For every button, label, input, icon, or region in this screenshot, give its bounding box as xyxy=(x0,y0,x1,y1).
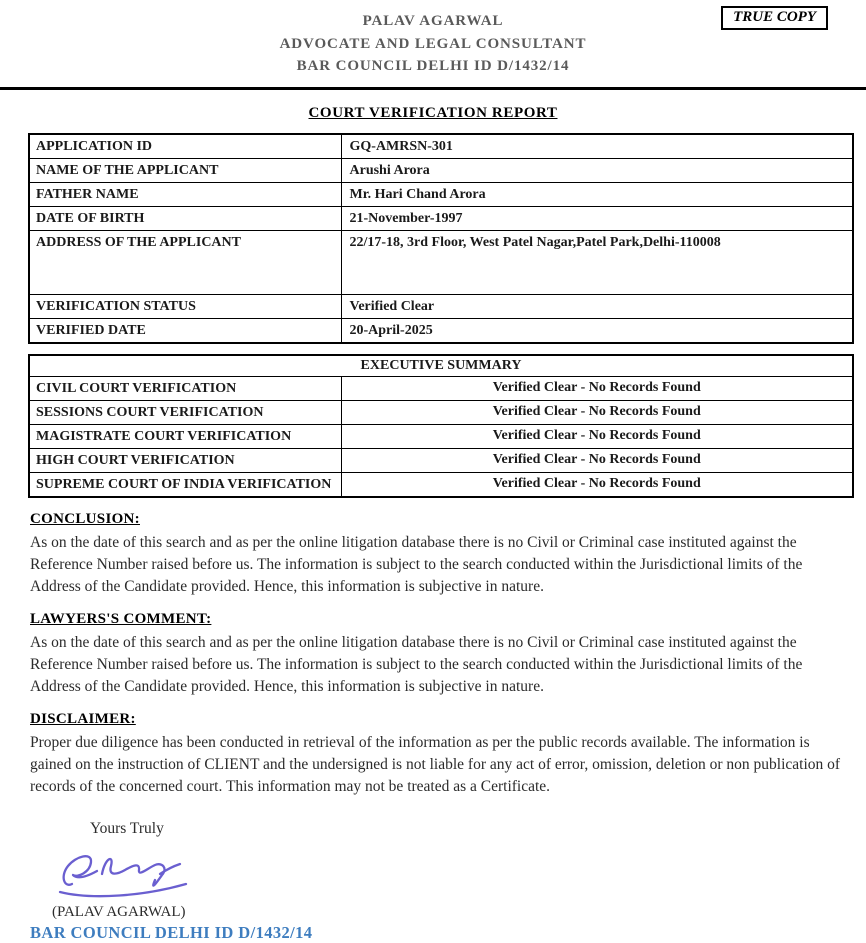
field-value: Verified Clear - No Records Found xyxy=(341,376,853,400)
field-label: MAGISTRATE COURT VERIFICATION xyxy=(29,424,341,448)
table-row xyxy=(29,158,853,182)
table-row xyxy=(29,400,853,424)
field-label: HIGH COURT VERIFICATION xyxy=(29,448,341,472)
closing-salutation: Yours Truly xyxy=(90,819,164,837)
field-label: VERIFIED DATE xyxy=(29,318,341,343)
section-body: As on the date of this search and as per the online litigation database there is no Civil or Criminal case instituted against the Reference Number raised before us. The information is subject to the search conducted within the Jurisdictional limits of the Address of the Candidate provided. Hence, this information is subjective in nature. xyxy=(30,633,803,695)
advocate-name: PALAV AGARWAL xyxy=(362,13,504,29)
field-label: CIVIL COURT VERIFICATION xyxy=(29,376,341,400)
conclusion-section xyxy=(30,510,844,598)
table-row xyxy=(29,182,853,206)
section-body: Proper due diligence has been conducted in retrieval of the information as per the public records available. The information is gained on the instruction of CLIENT and the undersigned is not liable for any act of error, omission, deletion or non publication of records of the concerned court. This information may not be treated as a Certificate. xyxy=(30,733,841,795)
field-value: Verified Clear - No Records Found xyxy=(341,472,853,497)
table-row xyxy=(29,134,853,159)
executive-summary-table xyxy=(28,354,854,498)
header-divider xyxy=(0,87,866,90)
table-row xyxy=(29,355,853,377)
field-value: GQ-AMRSN-301 xyxy=(341,134,853,159)
lawyers-comment-section xyxy=(30,610,844,698)
field-value: Verified Clear xyxy=(341,294,853,318)
table-row xyxy=(29,376,853,400)
field-value: 22/17-18, 3rd Floor, West Patel Nagar,Patel Park,Delhi-110008 xyxy=(341,230,853,294)
field-label: ADDRESS OF THE APPLICANT xyxy=(29,230,341,294)
section-heading: DISCLAIMER: xyxy=(30,710,136,727)
section-body: As on the date of this search and as per the online litigation database there is no Civil or Criminal case instituted against the Reference Number raised before us. The information is subject to the search conducted within the Jurisdictional limits of the Address of the Candidate provided. Hence, this information is subjective in nature. xyxy=(30,533,803,595)
field-label: NAME OF THE APPLICANT xyxy=(29,158,341,182)
handwritten-signature xyxy=(52,844,866,902)
field-label: VERIFICATION STATUS xyxy=(29,294,341,318)
table-row xyxy=(29,294,853,318)
executive-summary-heading: EXECUTIVE SUMMARY xyxy=(29,355,853,377)
field-value: Verified Clear - No Records Found xyxy=(341,448,853,472)
report-title: COURT VERIFICATION REPORT xyxy=(308,104,558,121)
table-row xyxy=(29,206,853,230)
section-heading: LAWYERS'S COMMENT: xyxy=(30,610,212,627)
table-row xyxy=(29,318,853,343)
field-label: SESSIONS COURT VERIFICATION xyxy=(29,400,341,424)
disclaimer-section xyxy=(30,710,844,798)
table-row xyxy=(29,472,853,497)
field-label: FATHER NAME xyxy=(29,182,341,206)
table-row xyxy=(29,448,853,472)
field-value: 21-November-1997 xyxy=(341,206,853,230)
section-heading: CONCLUSION: xyxy=(30,510,140,527)
advocate-title: ADVOCATE AND LEGAL CONSULTANT xyxy=(279,35,587,52)
field-value: Arushi Arora xyxy=(341,158,853,182)
field-value: 20-April-2025 xyxy=(341,318,853,343)
field-value: Mr. Hari Chand Arora xyxy=(341,182,853,206)
bar-council-footer: BAR COUNCIL DELHI ID D/1432/14 xyxy=(30,922,313,942)
field-label: SUPREME COURT OF INDIA VERIFICATION xyxy=(29,472,341,497)
field-label: DATE OF BIRTH xyxy=(29,206,341,230)
field-label: APPLICATION ID xyxy=(29,134,341,159)
applicant-details-table xyxy=(28,133,854,344)
field-value: Verified Clear - No Records Found xyxy=(341,400,853,424)
table-row xyxy=(29,230,853,294)
signature-ink-icon xyxy=(52,844,192,902)
signed-name: (PALAV AGARWAL) xyxy=(52,903,186,920)
bar-council-id: BAR COUNCIL DELHI ID D/1432/14 xyxy=(296,58,570,74)
table-row xyxy=(29,424,853,448)
true-copy-stamp: TRUE COPY xyxy=(721,6,828,30)
field-value: Verified Clear - No Records Found xyxy=(341,424,853,448)
